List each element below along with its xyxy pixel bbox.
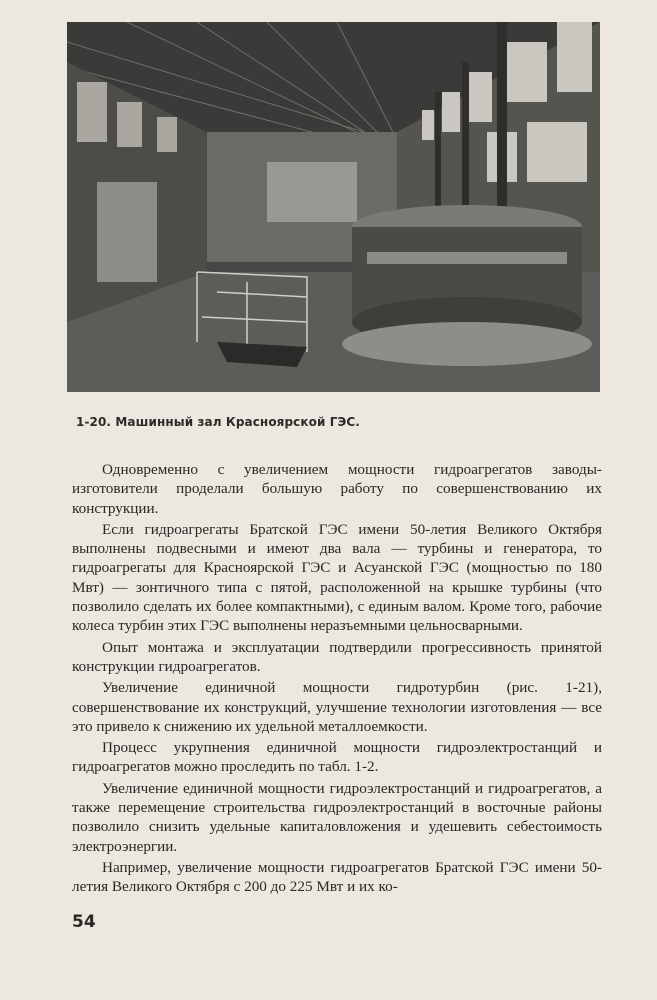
paragraph: Увеличение единичной мощности гидротурбин (рис. 1-21), совершенствование их конструкций, улучшение технологии изготовления — все это привело к снижению их удельной металлоемкости. (72, 679, 602, 735)
body-text (72, 460, 602, 899)
figure-caption: 1-20. Машинный зал Красноярской ГЭС. (76, 415, 360, 429)
paragraph: Например, увеличение мощности гидроагрегатов Братской ГЭС имени 50-летия Великого Октября с 200 до 225 Мвт и их ко- (72, 858, 602, 896)
paragraph: Опыт монтажа и эксплуатации подтвердили прогрессивность принятой конструкции гидроагрегатов. (72, 638, 602, 675)
paragraph: Процесс укрупнения единичной мощности гидроэлектростанций и гидроагрегатов можно проследить по табл. 1-2. (72, 739, 602, 776)
paragraph: Увеличение единичной мощности гидроэлектростанций и гидроагрегатов, а также перемещение строительства гидроэлектростанций в восточные районы позволило снизить удельные капиталовложения и удешевить себестоимость электроэнергии. (72, 779, 602, 855)
page-number: 54 (72, 912, 96, 932)
machine-hall-photo (67, 22, 600, 392)
paragraph: Если гидроагрегаты Братской ГЭС имени 50-летия Великого Октября выполнены подвесными и имеют два вала — турбины и генератора, то гидроагрегаты для Красноярской ГЭС и Асуанской ГЭС (мощностью по 180 Мвт) — зонтичного типа с пятой, расположенной на крышке турбины (что позволило сделать их более компактными), с единым валом. Кроме того, рабочие колеса турбин этих ГЭС выполнены неразъемными цельносварными. (72, 520, 602, 635)
paragraph: Одновременно с увеличением мощности гидроагрегатов заводы-изготовители проделали большую работу по совершенствованию их конструкции. (72, 461, 602, 517)
